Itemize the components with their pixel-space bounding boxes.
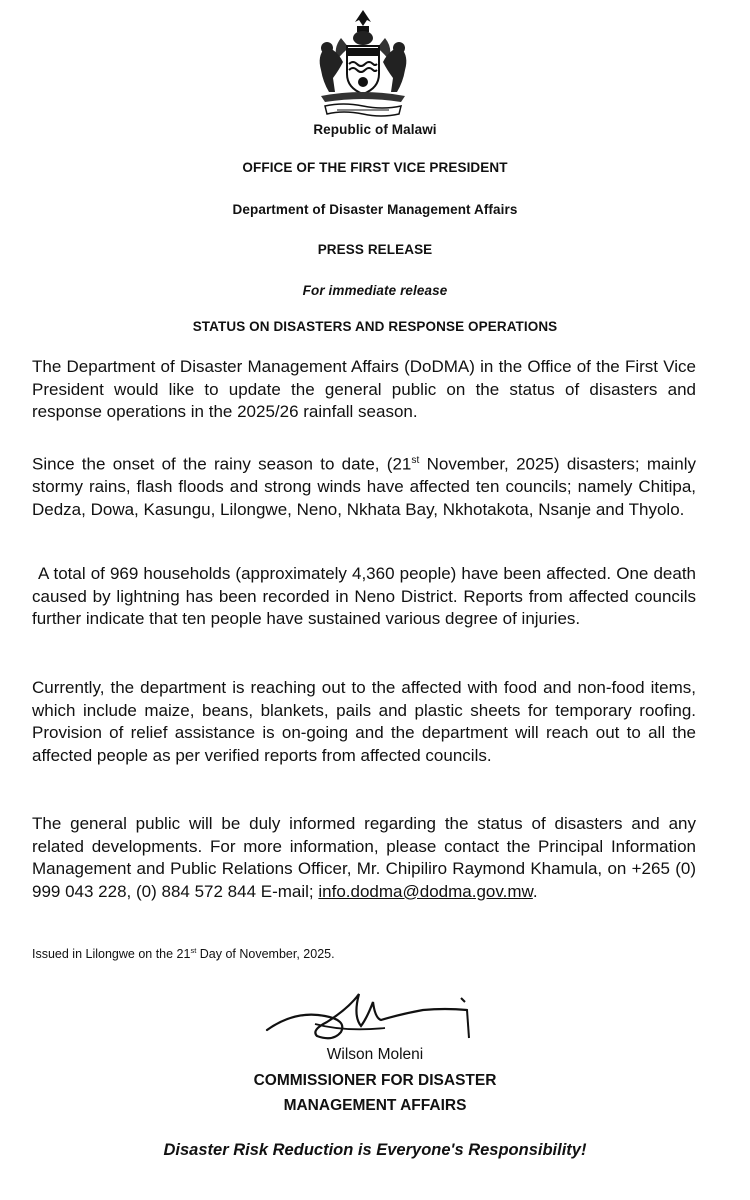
paragraph-4: Currently, the department is reaching out to the affected with food and non-food items, which include maize, beans, blankets, pails and plastic sheets for temporary roofing. Provision of relief assistance is on-going and the department will reach out to all the affected people as per verified reports from affected councils. [32,678,696,765]
department-name: Department of Disaster Management Affairs [232,202,518,217]
issued-rest: Day of November, 2025. [196,947,335,962]
paragraph-5-text: The general public will be duly informed regarding the status of disasters and any related developments. For more information, please contact the Principal Information Management and Public Relations Officer, Mr. Chipiliro Raymond Khamula, on +265 (0) 999 043 228, (0) 884 572 844 E-mail; [32,814,696,901]
country-name: Republic of Malawi [313,122,437,137]
paragraph-2-rest: November, 2025) disasters; mainly stormy rains, flash floods and strong winds have affected ten councils; namely Chitipa, Dedza, Dowa, Kasungu, Lilongwe, Neno, Nkhata Bay, Nkhotakota, Nsanje and Thyolo. [32,454,696,519]
paragraph-1: The Department of Disaster Management Affairs (DoDMA) in the Office of the First Vice President would like to update the general public on the status of disasters and response operations in the 2025/26 rainfall season. [32,357,696,422]
issued-line [32,946,335,961]
paragraph-5 [32,813,696,903]
issued-ordinal: st [190,946,197,955]
office-name: OFFICE OF THE FIRST VICE PRESIDENT [242,160,508,175]
subject-heading: STATUS ON DISASTERS AND RESPONSE OPERATIONS [192,319,558,334]
signatory-name: Wilson Moleni [326,1046,424,1063]
malawi-coat-of-arms-emblem [303,8,423,120]
signatory-title-line-2: MANAGEMENT AFFAIRS [283,1097,467,1114]
motto: Disaster Risk Reduction is Everyone's Responsibility! [163,1141,587,1159]
paragraph-3: A total of 969 households (approximately 4,360 people) have been affected. One death caused by lightning has been recorded in Neno District. Reports from affected councils further indicate that ten people have sustained various degree of injuries. [32,564,696,629]
email-link[interactable]: info.dodma@dodma.gov.mw [318,881,533,901]
document-type: PRESS RELEASE [317,242,433,257]
signatory-title-line-1: COMMISSIONER FOR DISASTER [253,1072,497,1089]
release-note: For immediate release [302,283,448,298]
paragraph-2-ordinal: st [411,455,420,466]
paragraph-2 [32,450,696,521]
paragraph-2-start: Since the onset of the rainy season to date, (21 [32,454,412,474]
handwritten-signature-image [255,980,495,1050]
paragraph-5-end: . [532,881,538,901]
issued-start: Issued in Lilongwe on the 21 [32,947,191,962]
